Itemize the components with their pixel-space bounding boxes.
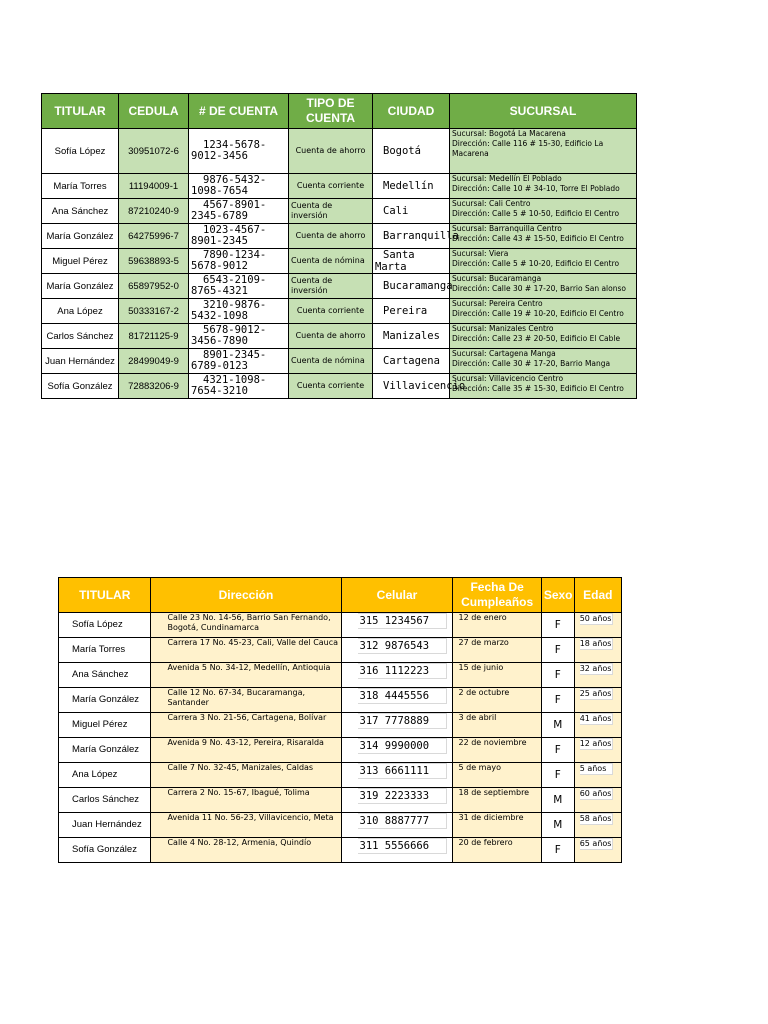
titular-cell: Ana Sánchez	[59, 663, 151, 688]
ciudad-cell: Manizales	[373, 324, 450, 349]
sexo-cell: M	[541, 813, 574, 838]
edad-value: 65 años	[579, 839, 612, 848]
cedula-cell: 65897952-0	[119, 274, 189, 299]
sucursal-name: Sucursal: Manizales Centro	[452, 324, 554, 333]
cuenta-cell: 9876-5432-1098-7654	[189, 174, 289, 199]
cuenta-cell: 4321-1098-7654-3210	[189, 374, 289, 399]
sexo-cell: F	[541, 763, 574, 788]
sucursal-cell	[450, 224, 637, 249]
titular-cell: Sofía González	[42, 374, 119, 399]
sucursal-address: Dirección: Calle 10 # 34-10, Torre El Poblado	[452, 184, 620, 193]
header-titular: TITULAR	[59, 578, 151, 613]
sucursal-name: Sucursal: Viera	[452, 249, 509, 258]
edad-value: 18 años	[579, 639, 612, 648]
sexo-cell: F	[541, 688, 574, 713]
tipo-cell: Cuenta corriente	[289, 299, 373, 324]
sucursal-cell	[450, 199, 637, 224]
sucursal-cell	[450, 274, 637, 299]
celular-value: 310 8887777	[358, 813, 447, 829]
sucursal-cell	[450, 129, 637, 174]
tipo-cell: Cuenta de nómina	[289, 249, 373, 274]
cedula-cell: 30951072-6	[119, 129, 189, 174]
titular-cell: Sofía González	[59, 838, 151, 863]
table-row	[42, 174, 637, 199]
sucursal-name: Sucursal: Barranquilla Centro	[452, 224, 562, 233]
header-ciudad: CIUDAD	[373, 94, 450, 129]
fecha-cell: 5 de mayo	[453, 763, 541, 788]
header-cuenta: # DE CUENTA	[189, 94, 289, 129]
sucursal-address: Dirección: Calle 30 # 17-20, Barrio Manga	[452, 359, 611, 368]
celular-value: 311 5556666	[358, 838, 447, 854]
sexo-cell: M	[541, 788, 574, 813]
celular-value: 318 4445556	[358, 688, 447, 704]
fecha-cell: 2 de octubre	[453, 688, 541, 713]
celular-cell	[341, 663, 453, 688]
sucursal-address: Dirección: Calle 5 # 10-20, Edificio El Centro	[452, 259, 620, 268]
direccion-cell: Calle 12 No. 67-34, Bucaramanga, Santander	[151, 688, 341, 713]
cuenta-cell: 1234-5678-9012-3456	[189, 129, 289, 174]
titular-cell: María González	[59, 688, 151, 713]
edad-value: 50 años	[579, 614, 612, 623]
ciudad-cell: Bucaramanga	[373, 274, 450, 299]
contactos-table	[58, 577, 622, 863]
direccion-cell: Avenida 5 No. 34-12, Medellín, Antioquia	[151, 663, 341, 688]
cedula-cell: 81721125-9	[119, 324, 189, 349]
sucursal-name: Sucursal: Medellín El Poblado	[452, 174, 562, 183]
sucursal-name: Sucursal: Cartagena Manga	[452, 349, 556, 358]
cuentas-table	[41, 93, 637, 399]
tipo-cell: Cuenta de ahorro	[289, 324, 373, 349]
cuentas-header-row	[42, 94, 637, 129]
celular-cell	[341, 788, 453, 813]
ciudad-cell: Bogotá	[373, 129, 450, 174]
header-tipo: TIPO DE CUENTA	[289, 94, 373, 129]
celular-value: 316 1112223	[358, 663, 447, 679]
cuenta-cell: 8901-2345-6789-0123	[189, 349, 289, 374]
edad-value: 60 años	[579, 789, 612, 798]
sexo-cell: F	[541, 738, 574, 763]
table-row	[42, 129, 637, 174]
fecha-cell: 3 de abril	[453, 713, 541, 738]
sucursal-name: Sucursal: Pereira Centro	[452, 299, 543, 308]
sexo-cell: F	[541, 613, 574, 638]
sucursal-address: Dirección: Calle 19 # 10-20, Edificio El Centro	[452, 309, 624, 318]
edad-cell	[574, 663, 621, 688]
contactos-header-row	[59, 578, 622, 613]
titular-cell: Sofía López	[59, 613, 151, 638]
table-row	[59, 813, 622, 838]
cedula-cell: 64275996-7	[119, 224, 189, 249]
titular-cell: María Torres	[59, 638, 151, 663]
fecha-cell: 18 de septiembre	[453, 788, 541, 813]
titular-cell: María González	[59, 738, 151, 763]
cuenta-cell: 3210-9876-5432-1098	[189, 299, 289, 324]
table-row	[59, 838, 622, 863]
header-cedula: CEDULA	[119, 94, 189, 129]
titular-cell: María Torres	[42, 174, 119, 199]
sucursal-cell	[450, 374, 637, 399]
sexo-cell: F	[541, 838, 574, 863]
edad-cell	[574, 613, 621, 638]
table-row	[42, 274, 637, 299]
celular-value: 314 9990000	[358, 738, 447, 754]
sucursal-name: Sucursal: Cali Centro	[452, 199, 531, 208]
titular-cell: María González	[42, 224, 119, 249]
edad-value: 12 años	[579, 739, 612, 748]
sucursal-name: Sucursal: Bogotá La Macarena	[452, 129, 566, 138]
titular-cell: Ana López	[59, 763, 151, 788]
header-direccion: Dirección	[151, 578, 341, 613]
table-row	[59, 788, 622, 813]
celular-cell	[341, 838, 453, 863]
edad-value: 32 años	[579, 664, 612, 673]
cedula-cell: 87210240-9	[119, 199, 189, 224]
table-row	[59, 638, 622, 663]
titular-cell: Juan Hernández	[59, 813, 151, 838]
header-sucursal: SUCURSAL	[450, 94, 637, 129]
tipo-cell: Cuenta de ahorro	[289, 224, 373, 249]
sucursal-cell	[450, 174, 637, 199]
edad-cell	[574, 788, 621, 813]
sucursal-address: Dirección: Calle 5 # 10-50, Edificio El Centro	[452, 209, 620, 218]
cedula-cell: 72883206-9	[119, 374, 189, 399]
celular-value: 317 7778889	[358, 713, 447, 729]
celular-cell	[341, 763, 453, 788]
celular-cell	[341, 688, 453, 713]
titular-cell: Miguel Pérez	[59, 713, 151, 738]
titular-cell: Sofía López	[42, 129, 119, 174]
sucursal-cell	[450, 299, 637, 324]
table-row	[42, 299, 637, 324]
celular-cell	[341, 638, 453, 663]
sucursal-address: Dirección: Calle 35 # 15-30, Edificio El Centro	[452, 384, 624, 393]
table-row	[59, 613, 622, 638]
edad-value: 25 años	[579, 689, 612, 698]
ciudad-cell: Santa Marta	[373, 249, 450, 274]
header-edad: Edad	[574, 578, 621, 613]
sucursal-name: Sucursal: Bucaramanga	[452, 274, 542, 283]
edad-value: 5 años	[580, 763, 613, 775]
direccion-cell: Calle 4 No. 28-12, Armenia, Quindío	[151, 838, 341, 863]
fecha-cell: 31 de diciembre	[453, 813, 541, 838]
titular-cell: Ana López	[42, 299, 119, 324]
edad-cell	[574, 813, 621, 838]
celular-cell	[341, 738, 453, 763]
cuenta-cell: 6543-2109-8765-4321	[189, 274, 289, 299]
direccion-cell: Carrera 2 No. 15-67, Ibagué, Tolima	[151, 788, 341, 813]
tipo-cell: Cuenta de nómina	[289, 349, 373, 374]
celular-cell	[341, 613, 453, 638]
fecha-cell: 20 de febrero	[453, 838, 541, 863]
table-row	[59, 663, 622, 688]
ciudad-cell: Pereira	[373, 299, 450, 324]
sexo-cell: F	[541, 638, 574, 663]
celular-value: 315 1234567	[358, 613, 447, 629]
cedula-cell: 11194009-1	[119, 174, 189, 199]
direccion-cell: Calle 7 No. 32-45, Manizales, Caldas	[151, 763, 341, 788]
edad-cell	[574, 688, 621, 713]
table-row	[42, 374, 637, 399]
ciudad-cell: Cartagena	[373, 349, 450, 374]
table-row	[42, 349, 637, 374]
cuenta-cell: 7890-1234-5678-9012	[189, 249, 289, 274]
celular-cell	[341, 713, 453, 738]
titular-cell: María González	[42, 274, 119, 299]
tipo-cell: Cuenta de ahorro	[289, 129, 373, 174]
titular-cell: Miguel Pérez	[42, 249, 119, 274]
fecha-cell: 15 de junio	[453, 663, 541, 688]
ciudad-cell: Cali	[373, 199, 450, 224]
direccion-cell: Calle 23 No. 14-56, Barrio San Fernando, Bogotá, Cundinamarca	[151, 613, 341, 638]
tipo-cell: Cuenta de inversión	[289, 274, 373, 299]
direccion-cell: Avenida 11 No. 56-23, Villavicencio, Meta	[151, 813, 341, 838]
direccion-cell: Carrera 3 No. 21-56, Cartagena, Bolívar	[151, 713, 341, 738]
sucursal-name: Sucursal: Villavicencio Centro	[452, 374, 564, 383]
sucursal-cell	[450, 249, 637, 274]
cedula-cell: 28499049-9	[119, 349, 189, 374]
celular-value: 319 2223333	[358, 788, 447, 804]
titular-cell: Juan Hernández	[42, 349, 119, 374]
cedula-cell: 59638893-5	[119, 249, 189, 274]
sucursal-address: Dirección: Calle 43 # 15-50, Edificio El Centro	[452, 234, 624, 243]
cedula-cell: 50333167-2	[119, 299, 189, 324]
tipo-cell: Cuenta corriente	[289, 374, 373, 399]
header-sexo: Sexo	[541, 578, 574, 613]
table-row	[42, 199, 637, 224]
edad-cell	[574, 763, 621, 788]
table-row	[59, 688, 622, 713]
titular-cell: Ana Sánchez	[42, 199, 119, 224]
fecha-cell: 22 de noviembre	[453, 738, 541, 763]
direccion-cell: Avenida 9 No. 43-12, Pereira, Risaralda	[151, 738, 341, 763]
celular-value: 313 6661111	[358, 763, 447, 779]
tipo-cell: Cuenta corriente	[289, 174, 373, 199]
ciudad-cell: Villavicencio	[373, 374, 450, 399]
celular-value: 312 9876543	[358, 638, 447, 654]
sucursal-address: Dirección: Calle 116 # 15-30, Edificio La Macarena	[452, 139, 604, 158]
fecha-cell: 12 de enero	[453, 613, 541, 638]
sexo-cell: M	[541, 713, 574, 738]
edad-value: 58 años	[579, 814, 612, 823]
sucursal-cell	[450, 324, 637, 349]
celular-cell	[341, 813, 453, 838]
table-row	[42, 249, 637, 274]
table-row	[42, 224, 637, 249]
edad-value: 41 años	[579, 714, 612, 723]
sucursal-address: Dirección: Calle 23 # 20-50, Edificio El Cable	[452, 334, 621, 343]
fecha-cell: 27 de marzo	[453, 638, 541, 663]
edad-cell	[574, 738, 621, 763]
sexo-cell: F	[541, 663, 574, 688]
cuenta-cell: 5678-9012-3456-7890	[189, 324, 289, 349]
header-titular: TITULAR	[42, 94, 119, 129]
table-row	[42, 324, 637, 349]
edad-cell	[574, 638, 621, 663]
ciudad-cell: Medellín	[373, 174, 450, 199]
direccion-cell: Carrera 17 No. 45-23, Cali, Valle del Cauca	[151, 638, 341, 663]
edad-cell	[574, 713, 621, 738]
sucursal-address: Dirección: Calle 30 # 17-20, Barrio San alonso	[452, 284, 626, 293]
table-row	[59, 763, 622, 788]
cuenta-cell: 1023-4567-8901-2345	[189, 224, 289, 249]
titular-cell: Carlos Sánchez	[59, 788, 151, 813]
sucursal-cell	[450, 349, 637, 374]
cuenta-cell: 4567-8901-2345-6789	[189, 199, 289, 224]
ciudad-cell: Barranquilla	[373, 224, 450, 249]
table-row	[59, 713, 622, 738]
edad-cell	[574, 838, 621, 863]
header-celular: Celular	[341, 578, 453, 613]
table-row	[59, 738, 622, 763]
tipo-cell: Cuenta de inversión	[289, 199, 373, 224]
header-fecha: Fecha De Cumpleaños	[453, 578, 541, 613]
titular-cell: Carlos Sánchez	[42, 324, 119, 349]
